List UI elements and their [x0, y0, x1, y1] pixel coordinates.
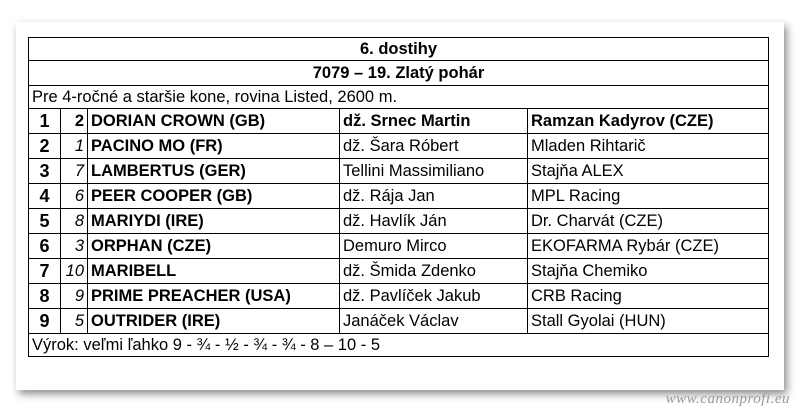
position-cell: 7	[29, 259, 61, 284]
start-number-cell: 3	[61, 234, 88, 259]
race-number-row	[29, 38, 769, 61]
position-cell: 6	[29, 234, 61, 259]
race-title-row	[29, 61, 769, 86]
owner-cell: Ramzan Kadyrov (CZE)	[528, 109, 769, 134]
race-number: 6. dostihy	[29, 38, 769, 61]
jockey-cell: dž. Šmida Zdenko	[340, 259, 528, 284]
owner-cell: Dr. Charvát (CZE)	[528, 209, 769, 234]
position-cell: 3	[29, 159, 61, 184]
table-row	[29, 284, 769, 309]
horse-name-cell: PACINO MO (FR)	[88, 134, 340, 159]
horse-name-cell: MARIBELL	[88, 259, 340, 284]
position-cell: 4	[29, 184, 61, 209]
horse-name-cell: PEER COOPER (GB)	[88, 184, 340, 209]
horse-name-cell: ORPHAN (CZE)	[88, 234, 340, 259]
position-cell: 2	[29, 134, 61, 159]
watermark: www.canonprofi.eu	[665, 391, 790, 407]
margins-row	[29, 334, 769, 357]
horse-name-cell: MARIYDI (IRE)	[88, 209, 340, 234]
table-row	[29, 184, 769, 209]
table-row	[29, 134, 769, 159]
jockey-cell: dž. Rája Jan	[340, 184, 528, 209]
horse-name-cell: DORIAN CROWN (GB)	[88, 109, 340, 134]
owner-cell: Stajňa ALEX	[528, 159, 769, 184]
jockey-cell: Demuro Mirco	[340, 234, 528, 259]
jockey-cell: dž. Havlík Ján	[340, 209, 528, 234]
horse-name-cell: PRIME PREACHER (USA)	[88, 284, 340, 309]
start-number-cell: 7	[61, 159, 88, 184]
start-number-cell: 5	[61, 309, 88, 334]
owner-cell: Mladen Rihtarič	[528, 134, 769, 159]
jockey-cell: dž. Pavlíček Jakub	[340, 284, 528, 309]
race-conditions-row	[29, 86, 769, 109]
start-number-cell: 9	[61, 284, 88, 309]
owner-cell: Stajňa Chemiko	[528, 259, 769, 284]
owner-cell: EKOFARMA Rybár (CZE)	[528, 234, 769, 259]
race-results-table	[28, 37, 769, 357]
table-row	[29, 209, 769, 234]
table-row	[29, 259, 769, 284]
jockey-cell: dž. Šara Róbert	[340, 134, 528, 159]
jockey-cell: dž. Srnec Martin	[340, 109, 528, 134]
table-row	[29, 309, 769, 334]
jockey-cell: Tellini Massimiliano	[340, 159, 528, 184]
table-row	[29, 234, 769, 259]
table-row	[29, 109, 769, 134]
race-title: 7079 – 19. Zlatý pohár	[29, 61, 769, 86]
start-number-cell: 10	[61, 259, 88, 284]
start-number-cell: 1	[61, 134, 88, 159]
horse-name-cell: LAMBERTUS (GER)	[88, 159, 340, 184]
horse-name-cell: OUTRIDER (IRE)	[88, 309, 340, 334]
start-number-cell: 6	[61, 184, 88, 209]
jockey-cell: Janáček Václav	[340, 309, 528, 334]
position-cell: 9	[29, 309, 61, 334]
start-number-cell: 2	[61, 109, 88, 134]
race-margins: Výrok: veľmi ľahko 9 - ¾ - ½ - ¾ - ¾ - 8 – 10 - 5	[29, 334, 769, 357]
owner-cell: MPL Racing	[528, 184, 769, 209]
race-conditions: Pre 4-ročné a staršie kone, rovina Listed, 2600 m.	[29, 86, 769, 109]
owner-cell: Stall Gyolai (HUN)	[528, 309, 769, 334]
start-number-cell: 8	[61, 209, 88, 234]
position-cell: 5	[29, 209, 61, 234]
position-cell: 8	[29, 284, 61, 309]
position-cell: 1	[29, 109, 61, 134]
owner-cell: CRB Racing	[528, 284, 769, 309]
table-row	[29, 159, 769, 184]
